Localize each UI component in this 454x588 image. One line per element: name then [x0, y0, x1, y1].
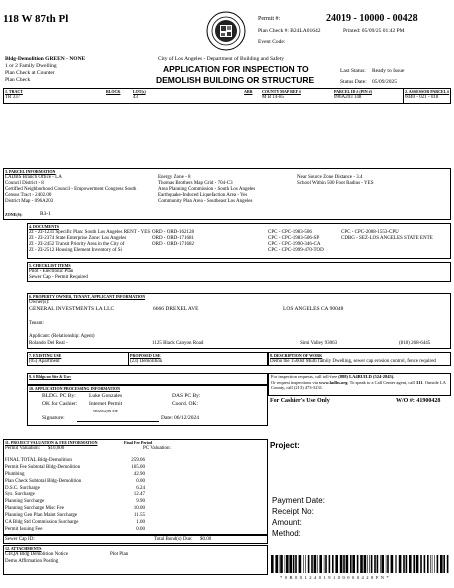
printed-timestamp: Printed: 05/09/25 01:42 PM: [343, 28, 405, 34]
permit-label: Permit #:: [258, 16, 281, 22]
cashier-ok-label: OK for Cashier:: [42, 401, 78, 407]
tract-value: TR 337: [5, 95, 21, 100]
documents-col3: CPC - CPC-1983-506 CPC - CPC-1983-506-SP CPC - CPC-1990-346-CA CPC - CPC-1999-470-TOD: [268, 230, 324, 253]
barcode-bar: [386, 555, 387, 573]
seal-icon: [206, 11, 246, 51]
status-date-label: Status Date:: [340, 79, 367, 85]
barcode-bar: [427, 555, 429, 573]
barcode-bar: [391, 555, 394, 573]
barcode-bar: [396, 555, 397, 573]
barcode-bar: [395, 555, 396, 573]
barcode-bar: [399, 555, 402, 573]
assessor-value: 6040 - 021 - 018: [405, 95, 439, 100]
checklist-item-1: Pilot - Electronic Plan: [29, 269, 74, 274]
barcode-bar: [437, 555, 439, 573]
pc-by-label: BLDG. PC By:: [42, 393, 76, 399]
barcode-bar: [367, 555, 368, 573]
barcode-bar: [271, 555, 274, 573]
map-heading: COUNTY MAP REF #: [262, 89, 301, 94]
barcode-bar: [275, 555, 278, 573]
das-label: DAS PC By:: [172, 393, 201, 399]
barcode-bar: [440, 555, 443, 573]
applicant-city: Simi Valley 93063: [300, 341, 338, 346]
parcel-value: 096A203 148: [334, 95, 362, 100]
last-status: Ready to Issue: [372, 68, 405, 74]
inspection-text: For inspection requests, call toll-free (888) LA4BUILD (524-2845). Or request inspections via www.ladbs.org. To speak to a Call Center agent, call 311. Outside LA County, call (213) 473-3231.: [271, 374, 446, 390]
applicant-address: 1125 Black Canyon Road: [152, 341, 204, 346]
description-value: Demo the 1560sf Multi family Dwelling, sewer cap erosion control, fence required: [270, 359, 436, 364]
barcode-bar: [340, 555, 343, 573]
agency-name: City of Los Angeles - Department of Building and Safety: [158, 56, 285, 62]
block-heading: BLOCK: [106, 89, 121, 94]
coord-label: Coord. OK:: [172, 401, 198, 407]
barcode-bar: [443, 555, 445, 573]
sewer-cap-label: Sewer Cap ID:: [5, 537, 35, 542]
barcode-bar: [374, 555, 376, 573]
description-heading: 8. DESCRIPTION OF WORK: [270, 353, 323, 358]
arb-heading: ARB: [244, 89, 253, 94]
barcode-bar: [377, 555, 379, 573]
owner-label: Owner(s):: [29, 300, 50, 305]
barcode-bar: [409, 555, 412, 573]
form-title-2: DEMOLISH BUILDING OR STRUCTURE: [156, 75, 315, 85]
barcode-bar: [332, 555, 334, 573]
documents-col2: ORD - ORD-162128 ORD - ORD-171681 ORD - ORD-171682: [152, 230, 194, 247]
map-value: M B 14-85: [262, 95, 284, 100]
barcode-bar: [311, 555, 313, 573]
parcel-info-col2: Energy Zone - 8 Thomas Brothers Map Grid - 704-C3 Area Planning Commission - South Los Angeles Earthquake-Induced Liquefaction Area - Yes Community Plan Area - Southeast Los Angeles: [158, 175, 256, 204]
receipt-label: Receipt No:: [272, 507, 314, 516]
cashier-label: For Cashier's Use Only: [270, 398, 330, 404]
fee-row: Plan Check Subtotal Bldg-Demolition 0.00: [5, 478, 145, 484]
attachment-2-left: Demo Affirmation Posting: [5, 559, 59, 564]
barcode-bar: [403, 555, 405, 573]
barcode-bar: [432, 555, 433, 573]
total-bond-label: Total Bond(s) Due:: [154, 537, 193, 542]
signature-name: SHANGQIN XIE: [93, 409, 118, 413]
property-address: 118 W 87th Pl: [3, 13, 69, 25]
barcode-bar: [416, 555, 419, 573]
barcode-bar: [352, 555, 355, 573]
barcode-text: *0B00124019100000428FN*: [280, 575, 392, 580]
documents-heading: 4. DOCUMENTS: [29, 224, 60, 229]
barcode-bar: [279, 555, 280, 573]
left-info-2: 1 or 2 Family Dwelling: [5, 63, 57, 69]
attachments-heading: 12. ATTACHMENTS: [5, 546, 42, 551]
last-status-label: Last Status:: [340, 68, 366, 74]
documents-col4: CPC - CPC-2008-1553-CPU CDBG - SEZ-LOS ANGELES STATE ENTE: [341, 230, 433, 241]
plan-check-number: Plan Check #: B24LA01642: [258, 28, 321, 34]
barcode-bar: [413, 555, 415, 573]
section-1-box: [3, 88, 451, 104]
permit-valuation-value: $10,000: [48, 446, 65, 451]
barcode-bar: [406, 555, 408, 573]
fee-row: D.S.C. Surcharge 6.24: [5, 485, 145, 491]
barcode-bar: [285, 555, 286, 573]
assessor-heading: 2. ASSESSOR PARCEL #: [405, 89, 450, 94]
date-label: Date:: [161, 415, 173, 421]
documents-col1: ZI - ZI-1231 Specific Plan: South Los Angeles RENT - YES ZI - ZI-2374 State Enterprise Zone: Los Angeles ZI - ZI-2452 Transit Priority Area in the City of ZI - ZI-2512 Housing Element Inventory of Si: [29, 230, 151, 253]
barcode-bar: [360, 555, 363, 573]
work-order-number: W/O #: 41900428: [396, 398, 441, 404]
existing-use-value: (05) Apartment: [29, 359, 60, 364]
checklist-item-2: Sewer Cap - Permit Required: [29, 275, 88, 280]
method-label: Method:: [272, 529, 301, 538]
parcel-info-col1: LADBS Branch Office - LA Council District - 8 Certified Neighborhood Council - Empowerment Congress South Census Tract - 2402.00 District Map - 096A203: [5, 175, 137, 204]
barcode-bar: [343, 555, 345, 573]
fee-list: [5, 458, 155, 534]
left-info-4: Plan Check: [5, 77, 31, 83]
applicant-label: Applicant: (Relationship: Agent): [29, 334, 95, 339]
barcode-bar: [299, 555, 302, 573]
lot-heading: LOT(s): [133, 89, 146, 94]
barcode-bar: [434, 555, 435, 573]
tenant-label: Tenant:: [29, 321, 44, 326]
proposed-use-heading: PROPOSED USE: [130, 353, 161, 358]
barcode-bar: [420, 555, 422, 573]
barcode-bar: [430, 555, 431, 573]
owner-heading: 6. PROPERTY OWNER, TENANT, APPLICANT INFORMATION: [29, 294, 146, 299]
section-5-box: [27, 262, 451, 282]
barcode-bar: [314, 555, 317, 573]
barcode-bar: [335, 555, 338, 573]
zones-label: ZONE(S):: [5, 212, 23, 217]
event-code: Event Code:: [258, 39, 286, 45]
barcode-bar: [286, 555, 289, 573]
sewer-cap-row: [3, 535, 268, 544]
barcode: [269, 555, 451, 573]
pc-valuation-label: PC Valuation:: [143, 446, 171, 451]
existing-use-heading: 7. EXISTING USE: [29, 353, 62, 358]
barcode-bar: [381, 555, 384, 573]
owner-name: GENERAL INVESTMENTS LA LLC: [29, 306, 115, 312]
barcode-bar: [369, 555, 370, 573]
barcode-bar: [329, 555, 331, 573]
permit-number: 24019 - 10000 - 00428: [326, 13, 418, 24]
barcode-bar: [293, 555, 295, 573]
barcode-bar: [319, 555, 322, 573]
bldgs-heading: 9. # Bldgs on Site & Use:: [29, 374, 72, 379]
fee-row: Plumbing 42.90: [5, 471, 145, 477]
left-info-3: Plan Check at Counter: [5, 70, 55, 76]
project-label: Project:: [270, 441, 300, 450]
barcode-bar: [350, 555, 352, 573]
barcode-bar: [325, 555, 327, 573]
barcode-bar: [280, 555, 283, 573]
permit-valuation-label: Permit Valuation:: [5, 446, 41, 451]
fee-row: Planning Surcharge Misc Fee 10.00: [5, 506, 145, 512]
barcode-bar: [346, 555, 349, 573]
section-6-box: [27, 293, 451, 349]
parcel-info-heading: 3. PARCEL INFORMATION: [5, 169, 56, 174]
amount-label: Amount:: [272, 518, 302, 527]
attachment-1-right: Plot Plan: [110, 552, 129, 557]
status-date: 05/09/2025: [372, 79, 398, 85]
barcode-bar: [424, 555, 426, 573]
signature-label: Signature:: [42, 415, 65, 421]
barcode-bar: [308, 555, 310, 573]
barcode-bar: [447, 555, 449, 573]
applicant-phone: (818) 268-6445: [399, 341, 431, 346]
applicant-name: Rolando Del Real -: [29, 341, 68, 346]
fee-row: CA Bldg Std Commission Surcharge 1.00: [5, 520, 145, 526]
barcode-bar: [295, 555, 297, 573]
owner-city: LOS ANGELES CA 90048: [283, 306, 344, 312]
barcode-bar: [305, 555, 306, 573]
barcode-bar: [317, 555, 318, 573]
attachment-1-left: CEQA Bldg Demolition Notice: [5, 552, 68, 557]
tract-heading: 1. TRACT: [5, 89, 23, 94]
fee-row: FINAL TOTAL Bldg-Demolition 259.06: [5, 458, 145, 463]
barcode-bar: [303, 555, 304, 573]
cashier-ok-value: Internet Permit: [89, 401, 123, 407]
barcode-bar: [380, 555, 381, 573]
barcode-bar: [371, 555, 373, 573]
fee-row: Permit Fee Subtotal Bldg-Demolition 165.00: [5, 464, 145, 470]
fee-row: Sys. Surcharge 12.47: [5, 492, 145, 498]
parcel-info-col3: Near Source Zone Distance - 3.4 School Within 500 Foot Radius - YES: [297, 175, 374, 186]
total-bond-value: $0.00: [200, 537, 212, 542]
processing-heading: 10. APPLICATION PROCESSING INFORMATION: [29, 386, 120, 391]
zones-value: R3-1: [40, 211, 51, 217]
barcode-bar: [364, 555, 367, 573]
fee-row: Planning Surcharge 9.90: [5, 499, 145, 505]
fee-row: Planning Gen Plan Maint Surcharge 11.55: [5, 513, 145, 519]
checklist-heading: 5. CHECKLIST ITEMS: [29, 263, 71, 268]
proposed-use-value: (23) Demolition: [130, 359, 163, 364]
left-info-1: Bldg-Demolition GREEN - NONE: [5, 56, 86, 62]
payment-date-label: Payment Date:: [272, 496, 325, 505]
barcode-bar: [289, 555, 292, 573]
date-value: 06/12/2024: [174, 415, 200, 421]
city-seal: [206, 11, 246, 51]
form-title-1: APPLICATION FOR INSPECTION TO: [163, 64, 309, 74]
parcel-heading: PARCEL ID # (PIN #): [334, 89, 372, 94]
barcode-bar: [387, 555, 389, 573]
barcode-bar: [357, 555, 359, 573]
lot-value: 43: [133, 95, 138, 100]
barcode-bar: [324, 555, 325, 573]
owner-address: 6666 DREXEL AVE: [153, 306, 199, 312]
fee-row: Permit Issuing Fee 0.00: [5, 526, 145, 532]
pc-by-value: Luke Gonzales: [89, 393, 123, 399]
final-fee-period: Final Fee Period: [124, 440, 153, 445]
valuation-heading: 11. PROJECT VALUATION & FEE INFORMATION: [5, 440, 98, 445]
